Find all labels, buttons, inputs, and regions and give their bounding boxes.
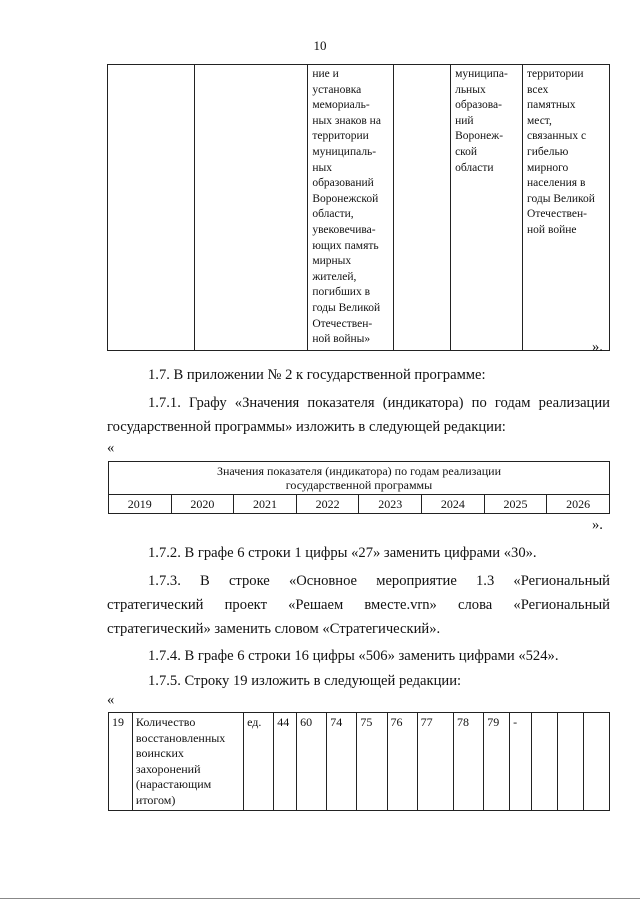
bottom-divider bbox=[0, 898, 640, 899]
closing-quote: ». bbox=[592, 517, 603, 533]
cell-line: ний bbox=[455, 114, 474, 127]
cell-line: годы Великой bbox=[527, 192, 595, 205]
table-cell-executor bbox=[451, 65, 523, 351]
text: 1.7.3. В строке «Основное мероприятие 1.3 «Региональный bbox=[148, 573, 610, 589]
header-line: государственной программы bbox=[285, 478, 433, 492]
cell-line: всех bbox=[527, 83, 549, 96]
value-cell: - bbox=[510, 713, 532, 811]
cell-line: ной войны» bbox=[312, 333, 371, 346]
cell-line: жителей, bbox=[312, 270, 357, 283]
table-cell bbox=[108, 65, 195, 351]
value-cell: 76 bbox=[387, 713, 417, 811]
value-cell: 74 bbox=[327, 713, 357, 811]
cell-line: мемориаль- bbox=[312, 99, 370, 112]
cell-line: ющих память bbox=[312, 239, 379, 252]
indicator-table bbox=[108, 461, 610, 514]
paragraph-1-7: 1.7. В приложении № 2 к государственной программе: bbox=[148, 367, 486, 383]
header-line: Значения показателя (индикатора) по годам реализации bbox=[216, 464, 502, 478]
cell-line: погибших в bbox=[312, 286, 371, 299]
year-cell: 2023 bbox=[359, 495, 422, 514]
table-cell bbox=[394, 65, 451, 351]
table-row bbox=[109, 713, 610, 811]
cell-line: увековечива- bbox=[312, 223, 376, 236]
cell-line: населения в bbox=[527, 177, 586, 190]
cell-line: захоронений bbox=[135, 761, 201, 776]
paragraph-1-7-2: 1.7.2. В графе 6 строки 1 цифры «27» заменить цифрами «30». bbox=[148, 545, 537, 561]
cell-line: воинских bbox=[135, 746, 184, 760]
table-cell-event-name bbox=[308, 65, 394, 351]
cell-line: мест, bbox=[527, 114, 552, 127]
year-cell: 2019 bbox=[109, 495, 172, 514]
value-cell bbox=[557, 713, 583, 811]
row-number-cell: 19 bbox=[109, 713, 133, 811]
opening-quote: « bbox=[107, 692, 115, 708]
cell-line: образований bbox=[312, 177, 374, 190]
page-number: 10 bbox=[313, 38, 327, 53]
paragraph-1-7-3-line1 bbox=[107, 570, 610, 592]
cell-line: гибелью bbox=[527, 145, 569, 158]
value-cell: 79 bbox=[484, 713, 510, 811]
cell-line: установка bbox=[312, 83, 362, 96]
cell-line: Отечествен- bbox=[312, 317, 373, 330]
value-cell: 75 bbox=[357, 713, 387, 811]
cell-line: мирных bbox=[312, 255, 352, 268]
cell-line: территории bbox=[312, 130, 369, 143]
cell-line: ной войне bbox=[527, 223, 577, 236]
paragraph-1-7-3-line2: стратегический проект «Решаем вместе.vrn» слова «Региональный bbox=[107, 597, 610, 613]
cell-line: ние и bbox=[312, 68, 339, 80]
paragraph-1-7-1-line2: государственной программы» изложить в следующей редакции: bbox=[107, 419, 506, 435]
cell-line: муниципаль- bbox=[312, 145, 377, 158]
year-cell: 2020 bbox=[171, 495, 234, 514]
value-cell: 44 bbox=[274, 713, 297, 811]
value-cell bbox=[531, 713, 557, 811]
indicator-name-cell bbox=[132, 713, 243, 811]
cell-line: Воронежской bbox=[312, 192, 379, 205]
row19-table bbox=[108, 712, 610, 811]
paragraph-1-7-4: 1.7.4. В графе 6 строки 16 цифры «506» заменить цифрами «524». bbox=[148, 648, 559, 664]
cell-line: муниципа- bbox=[455, 68, 508, 80]
indicator-header bbox=[109, 462, 610, 495]
unit-cell: ед. bbox=[244, 713, 274, 811]
cell-line: мирного bbox=[527, 161, 569, 174]
cell-line-justified bbox=[527, 129, 605, 145]
year-cell: 2022 bbox=[296, 495, 359, 514]
cell-line: Отечествен- bbox=[527, 208, 587, 221]
value-cell: 77 bbox=[417, 713, 453, 811]
cell-line: ных знаков на bbox=[312, 114, 381, 127]
cell-line: льных bbox=[455, 83, 486, 96]
cell-line: ской bbox=[455, 145, 478, 158]
cell-line: территории bbox=[527, 68, 584, 80]
cell-line: области, bbox=[312, 208, 354, 221]
year-cell: 2021 bbox=[234, 495, 297, 514]
cell-line: годы Великой bbox=[312, 301, 381, 314]
table-cell-result bbox=[523, 65, 610, 351]
value-cell: 60 bbox=[297, 713, 327, 811]
closing-quote: ». bbox=[592, 339, 603, 355]
cell-line: памятных bbox=[527, 99, 576, 112]
cell-line: восстановленных bbox=[135, 730, 226, 745]
opening-quote: « bbox=[107, 440, 115, 456]
paragraph-1-7-3-line3: стратегический» заменить словом «Стратегический». bbox=[107, 621, 441, 637]
cell-line: области bbox=[455, 161, 494, 174]
year-cell: 2026 bbox=[547, 495, 610, 514]
cell-line: образова- bbox=[455, 99, 502, 112]
paragraph-1-7-1-line1 bbox=[107, 392, 610, 414]
text: 1.7.1. Графу «Значения показателя (индикатора) по годам реализации bbox=[148, 395, 610, 411]
cell-line: Воронеж- bbox=[455, 130, 504, 143]
table-cell bbox=[194, 65, 308, 351]
paragraph-1-7-5: 1.7.5. Строку 19 изложить в следующей редакции: bbox=[148, 673, 462, 689]
year-cell: 2024 bbox=[422, 495, 485, 514]
cell-line: Количество bbox=[135, 715, 196, 729]
cell-line: (нарастающим bbox=[135, 777, 212, 791]
cell-line: связанных с bbox=[527, 130, 587, 143]
continuation-table bbox=[107, 64, 610, 351]
value-cell bbox=[583, 713, 609, 811]
year-cell: 2025 bbox=[484, 495, 547, 514]
value-cell: 78 bbox=[454, 713, 484, 811]
cell-line: итогом) bbox=[135, 792, 176, 807]
cell-line: ных bbox=[312, 161, 332, 174]
